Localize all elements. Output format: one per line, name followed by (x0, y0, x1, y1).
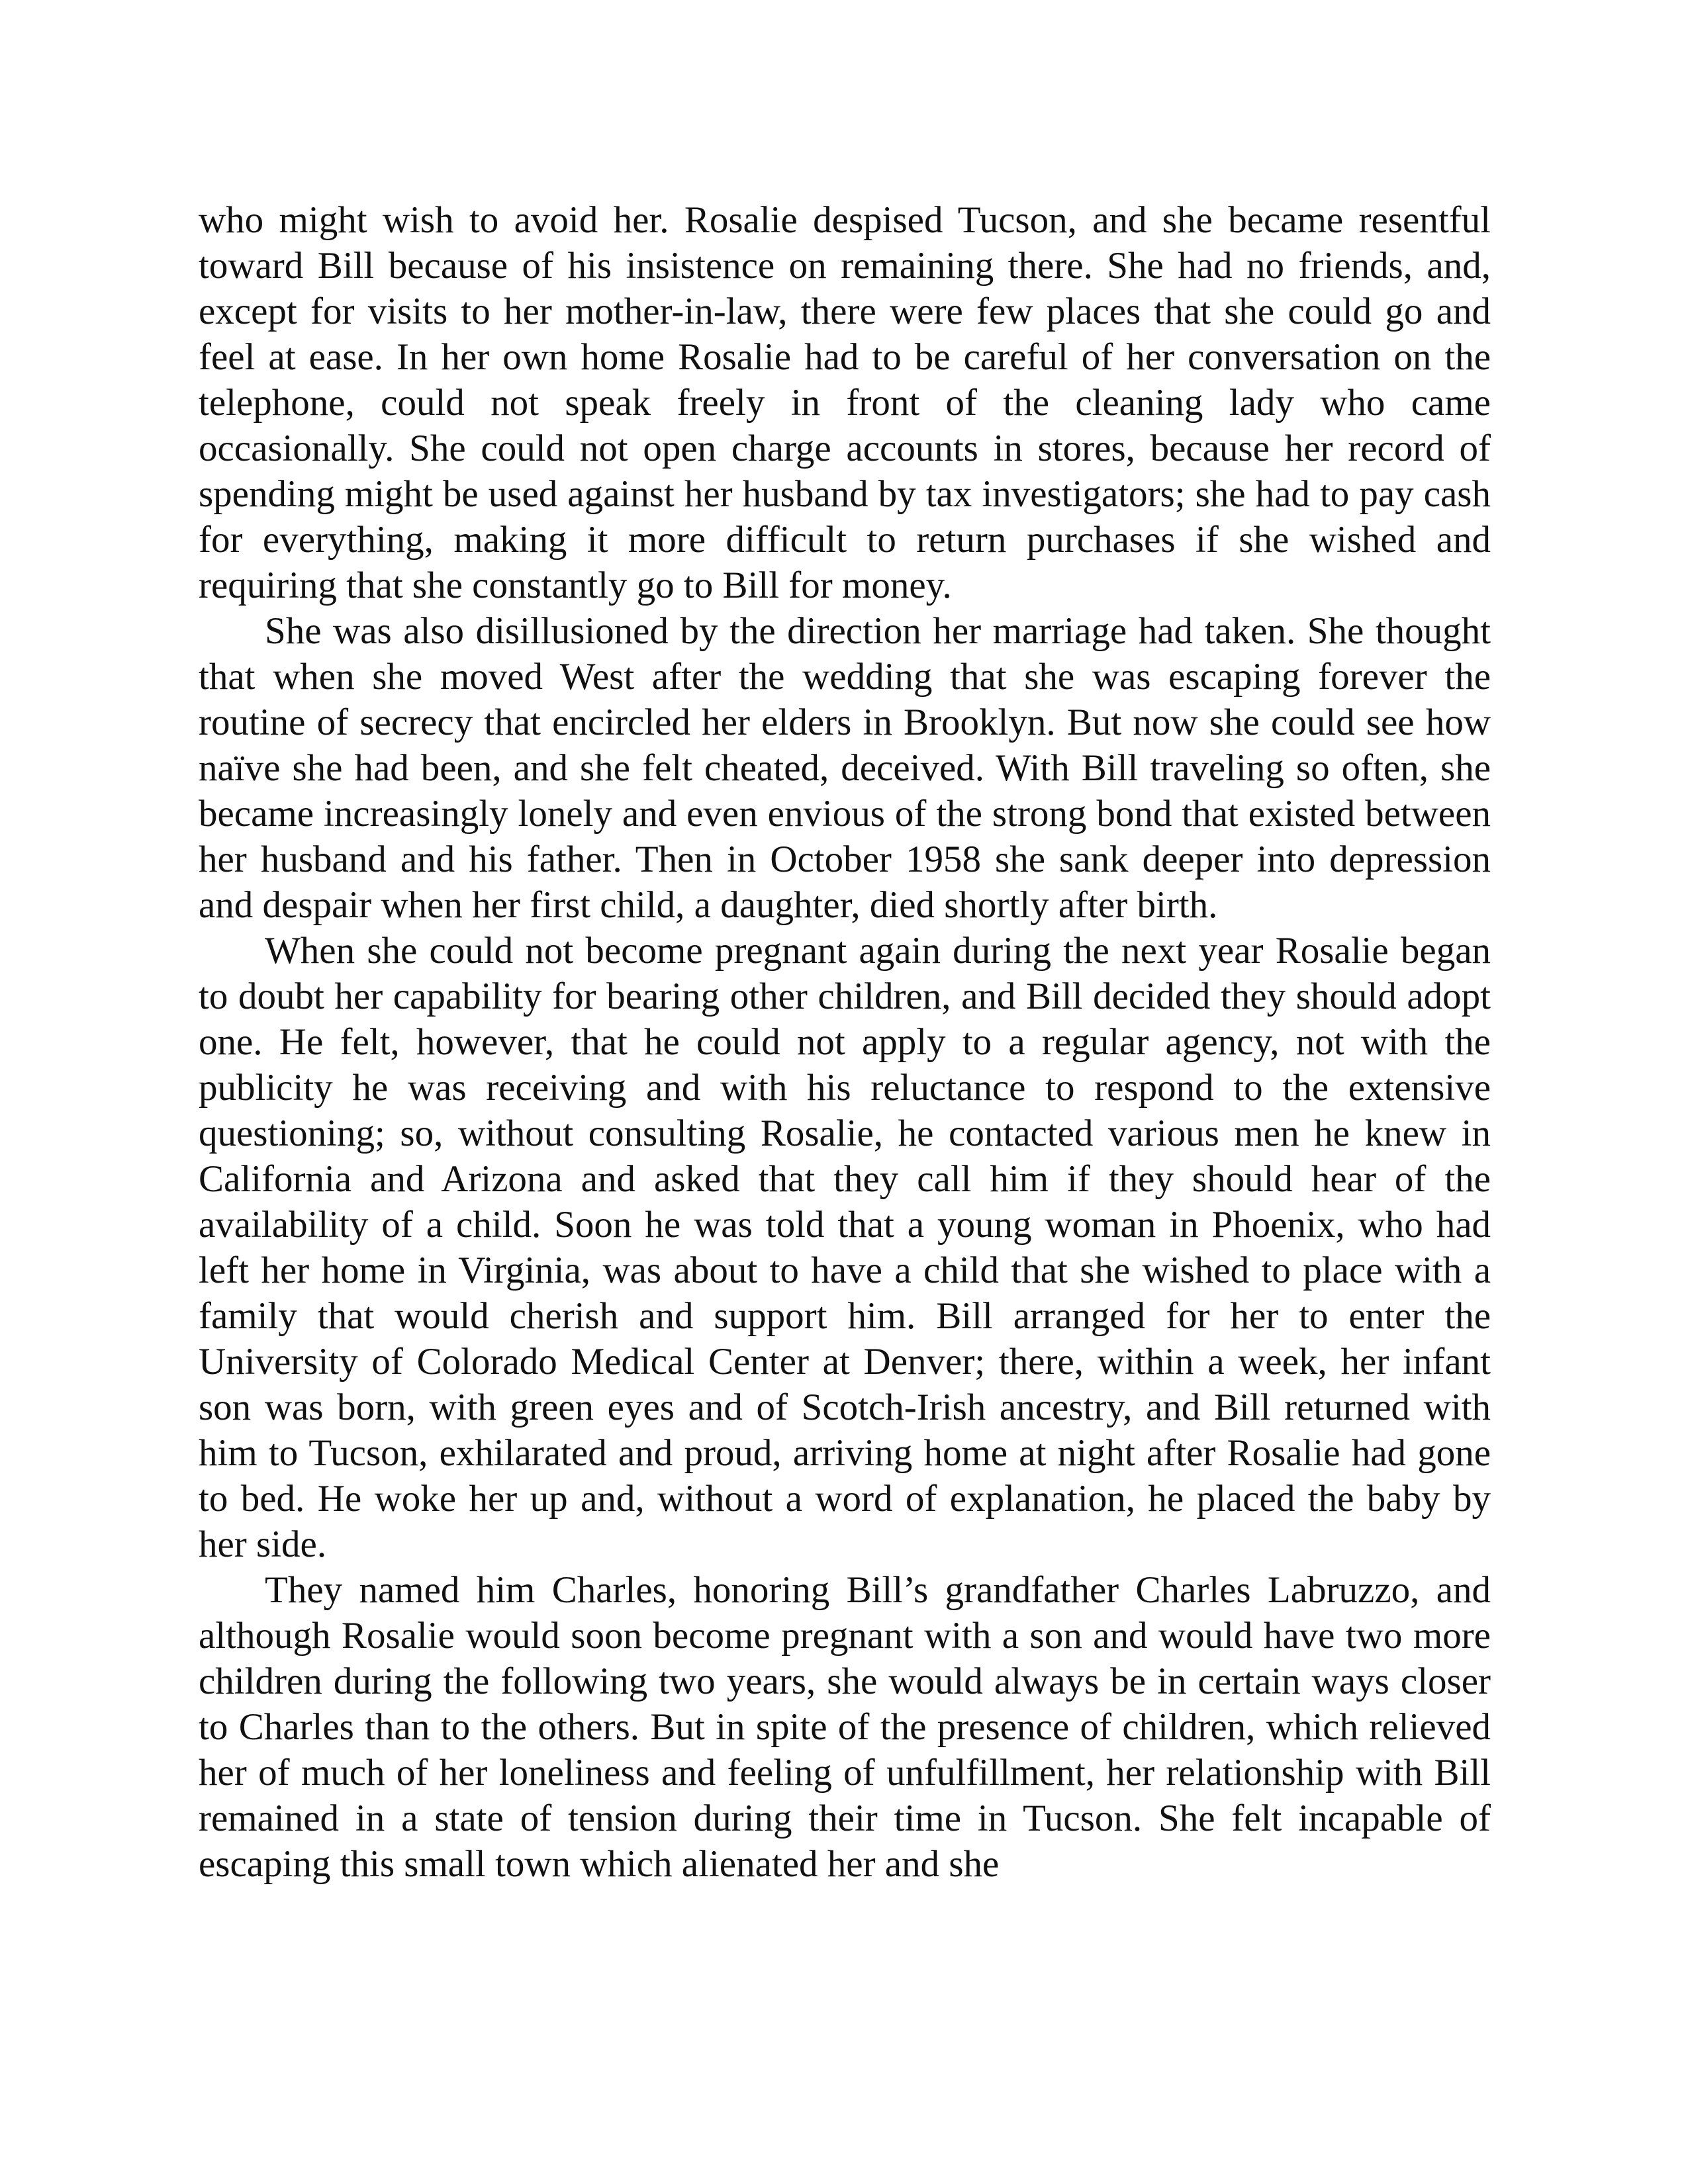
body-text (199, 197, 1491, 1887)
paragraph-3: When she could not become pregnant again during the next year Rosalie began to doubt her capability for bearing other children, and Bill decided they should adopt one. He felt, however, that he could not apply to a regular agency, not with the publicity he was receiving and with his reluctance to respond to the extensive questioning; so, without consulting Rosalie, he contacted various men he knew in California and Arizona and asked that they call him if they should hear of the availability of a child. Soon he was told that a young woman in Phoenix, who had left her home in Virginia, was about to have a child that she wished to place with a family that would cherish and support him. Bill arranged for her to enter the University of Colorado Medical Center at Denver; there, within a week, her infant son was born, with green eyes and of Scotch-Irish ancestry, and Bill returned with him to Tucson, exhilarated and proud, arriving home at night after Rosalie had gone to bed. He woke her up and, without a word of explanation, he placed the baby by her side. (199, 930, 1491, 1565)
paragraph-2: She was also disillusioned by the direction her marriage had taken. She thought that when she moved West after the wedding that she was escaping forever the routine of secrecy that encircled her elders in Brooklyn. But now she could see how naïve she had been, and she felt cheated, deceived. With Bill traveling so often, she became increasingly lonely and even envious of the strong bond that existed between her husband and his father. Then in October 1958 she sank deeper into depression and despair when her first child, a daughter, died shortly after birth. (199, 610, 1491, 926)
paragraph-4: They named him Charles, honoring Bill’s grandfather Charles Labruzzo, and although Rosalie would soon become pregnant with a son and would have two more children during the following two years, she would always be in certain ways closer to Charles than to the others. But in spite of the presence of children, which relieved her of much of her loneliness and feeling of unfulfillment, her relationship with Bill remained in a state of tension during their time in Tucson. She felt incapable of escaping this small town which alienated her and she (199, 1569, 1491, 1885)
paragraph-1: who might wish to avoid her. Rosalie despised Tucson, and she became resentful toward Bill because of his insistence on remaining there. She had no friends, and, except for visits to her mother-in-law, there were few places that she could go and feel at ease. In her own home Rosalie had to be careful of her conversation on the telephone, could not speak freely in front of the cleaning lady who came occasionally. She could not open charge accounts in stores, because her record of spending might be used against her husband by tax investigators; she had to pay cash for everything, making it more difficult to return purchases if she wished and requiring that she constantly go to Bill for money. (199, 199, 1491, 606)
